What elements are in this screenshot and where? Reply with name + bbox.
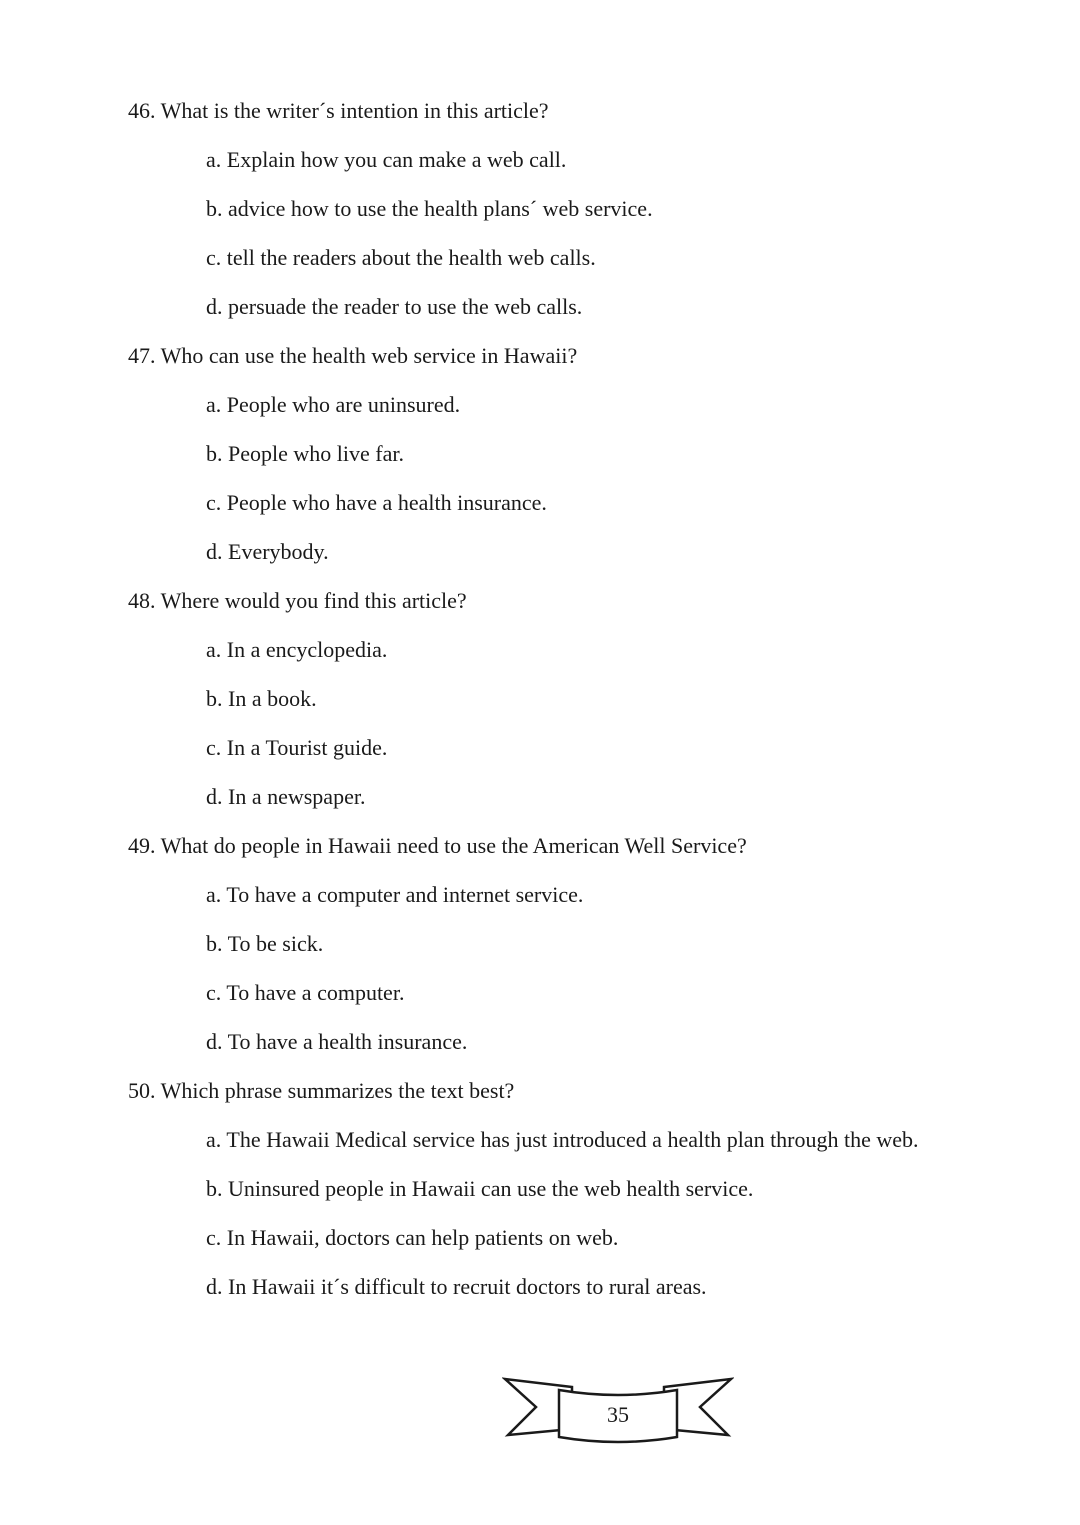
question-block-48 bbox=[128, 588, 1080, 809]
question-heading bbox=[128, 98, 1028, 123]
answer-option bbox=[206, 735, 1016, 760]
answer-option bbox=[206, 245, 1016, 270]
option-text: To have a computer. bbox=[226, 980, 405, 1005]
option-text: In a book. bbox=[228, 686, 317, 711]
answer-option bbox=[206, 1127, 1016, 1152]
answer-option bbox=[206, 1225, 1016, 1250]
option-text: To have a health insurance. bbox=[227, 1029, 468, 1054]
option-text: tell the readers about the health web calls. bbox=[226, 245, 596, 270]
answer-option bbox=[206, 882, 1016, 907]
option-text: Uninsured people in Hawaii can use the web health service. bbox=[228, 1176, 754, 1201]
option-text: People who are uninsured. bbox=[226, 392, 461, 417]
option-label: a. bbox=[206, 1127, 222, 1152]
option-label: d. bbox=[206, 1274, 223, 1299]
answer-option bbox=[206, 490, 1016, 515]
question-number: 50. bbox=[128, 1078, 156, 1103]
answer-option bbox=[206, 294, 1016, 319]
question-heading bbox=[128, 1078, 1028, 1103]
answer-option bbox=[206, 1274, 1016, 1299]
page-number: 35 bbox=[607, 1402, 629, 1427]
option-label: b. bbox=[206, 441, 223, 466]
option-text: The Hawaii Medical service has just introduced a health plan through the web. bbox=[226, 1127, 919, 1152]
question-text: What do people in Hawaii need to use the American Well Service? bbox=[160, 833, 747, 858]
question-number: 48. bbox=[128, 588, 156, 613]
page-number-ribbon bbox=[142, 1377, 1080, 1447]
answer-option bbox=[206, 686, 1016, 711]
option-text: To be sick. bbox=[227, 931, 324, 956]
option-text: People who live far. bbox=[228, 441, 404, 466]
question-text: Who can use the health web service in Hawaii? bbox=[160, 343, 578, 368]
option-label: d. bbox=[206, 1029, 223, 1054]
option-text: Explain how you can make a web call. bbox=[226, 147, 567, 172]
option-label: a. bbox=[206, 882, 222, 907]
option-label: a. bbox=[206, 392, 222, 417]
answer-option bbox=[206, 196, 1016, 221]
answer-option bbox=[206, 1176, 1016, 1201]
option-text: In a encyclopedia. bbox=[226, 637, 388, 662]
option-label: d. bbox=[206, 539, 223, 564]
option-label: c. bbox=[206, 1225, 222, 1250]
option-text: advice how to use the health plans´ web service. bbox=[228, 196, 653, 221]
question-number: 49. bbox=[128, 833, 156, 858]
option-text: In a newspaper. bbox=[228, 784, 366, 809]
option-label: b. bbox=[206, 1176, 223, 1201]
option-label: b. bbox=[206, 931, 223, 956]
option-label: b. bbox=[206, 196, 223, 221]
answer-option bbox=[206, 1029, 1016, 1054]
answer-option bbox=[206, 931, 1016, 956]
option-label: c. bbox=[206, 490, 222, 515]
option-label: c. bbox=[206, 245, 222, 270]
question-block-50 bbox=[128, 1078, 1080, 1299]
question-block-47 bbox=[128, 343, 1080, 564]
question-heading bbox=[128, 588, 1028, 613]
question-block-49 bbox=[128, 833, 1080, 1054]
question-heading bbox=[128, 833, 1028, 858]
question-block-46 bbox=[128, 98, 1080, 319]
option-label: c. bbox=[206, 980, 222, 1005]
question-text: Where would you find this article? bbox=[160, 588, 467, 613]
answer-option bbox=[206, 637, 1016, 662]
answer-option bbox=[206, 539, 1016, 564]
answer-option bbox=[206, 784, 1016, 809]
option-label: c. bbox=[206, 735, 222, 760]
answer-option bbox=[206, 147, 1016, 172]
option-text: persuade the reader to use the web calls. bbox=[228, 294, 583, 319]
question-number: 46. bbox=[128, 98, 156, 123]
ribbon-banner-icon bbox=[502, 1377, 734, 1447]
option-label: d. bbox=[206, 294, 223, 319]
question-text: Which phrase summarizes the text best? bbox=[160, 1078, 515, 1103]
answer-option bbox=[206, 441, 1016, 466]
option-text: In Hawaii, doctors can help patients on web. bbox=[226, 1225, 619, 1250]
answer-option bbox=[206, 392, 1016, 417]
answer-option bbox=[206, 980, 1016, 1005]
option-text: Everybody. bbox=[228, 539, 329, 564]
question-text: What is the writer´s intention in this article? bbox=[160, 98, 549, 123]
option-text: In a Tourist guide. bbox=[226, 735, 388, 760]
option-label: a. bbox=[206, 637, 222, 662]
option-text: In Hawaii it´s difficult to recruit doctors to rural areas. bbox=[228, 1274, 707, 1299]
option-label: b. bbox=[206, 686, 223, 711]
option-text: To have a computer and internet service. bbox=[226, 882, 584, 907]
question-heading bbox=[128, 343, 1028, 368]
option-label: a. bbox=[206, 147, 222, 172]
option-label: d. bbox=[206, 784, 223, 809]
option-text: People who have a health insurance. bbox=[226, 490, 547, 515]
question-number: 47. bbox=[128, 343, 156, 368]
